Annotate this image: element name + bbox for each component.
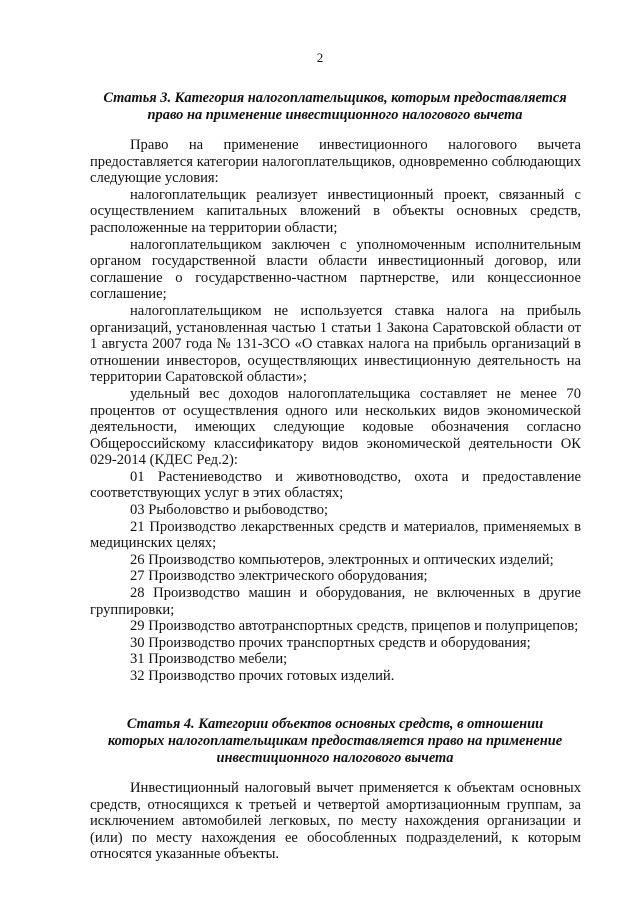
article-3-heading (90, 90, 580, 124)
paragraph: налогоплательщиком заключен с уполномоченным исполнительным органом государственной власти области инвестиционный договор, или соглашение о государственно-частном партнерстве, или концессионное соглашение; (90, 236, 581, 303)
list-item: 30 Производство прочих транспортных средств и оборудования; (130, 634, 531, 651)
heading-line: право на применение инвестиционного налогового вычета (147, 107, 523, 123)
paragraph: налогоплательщик реализует инвестиционный проект, связанный с осуществлением капитальных вложений в объекты основных средств, расположенные на территории области; (90, 186, 581, 236)
paragraph: Право на применение инвестиционного налогового вычета предоставляется категории налогоплательщиков, одновременно соблюдающих следующие условия: (90, 137, 581, 187)
paragraph: удельный вес доходов налогоплательщика составляет не менее 70 процентов от осуществления одного или нескольких видов экономической деятельности, имеющих следующие кодовые обозначения согласно Общероссийскому классификатору видов экономической деятельности ОК 029-2014 (КДЕС Ред.2): (90, 385, 581, 469)
article-3-body (90, 137, 581, 685)
heading-line: Статья 4. Категории объектов основных средств, в отношении (126, 716, 544, 732)
list-item: 21 Производство лекарственных средств и материалов, применяемых в медицинских целях; (90, 518, 581, 552)
list-item: 29 Производство автотранспортных средств, прицепов и полуприцепов; (130, 618, 579, 635)
paragraph: налогоплательщиком не используется ставка налога на прибыль организаций, установленная частью 1 статьи 1 Закона Саратовской области от 1 августа 2007 года № 131-ЗСО «О ставках налога на прибыль организаций в отношении инвесторов, осуществляющих инвестиционную деятельность на территории Саратовской области»; (90, 302, 581, 386)
list-item: 27 Производство электрического оборудования; (130, 568, 428, 585)
paragraph: Инвестиционный налоговый вычет применяется к объектам основных средств, относящихся к третьей и четвертой амортизационным группам, за исключением автомобилей легковых, по месту нахождения организации и (или) по месту нахождения ее обособленных подразделений, к которым относятся указанные объекты. (90, 780, 581, 863)
heading-line: инвестиционного налогового вычета (216, 750, 454, 766)
heading-line: Статья 3. Категория налогоплательщиков, которым предоставляется (103, 90, 567, 106)
list-item: 26 Производство компьютеров, электронных и оптических изделий; (130, 551, 554, 568)
list-item: 32 Производство прочих готовых изделий. (130, 668, 395, 684)
list-item: 31 Производство мебели; (130, 651, 288, 668)
page-number: 2 (316, 50, 324, 65)
list-item: 28 Производство машин и оборудования, не включенных в другие группировки; (90, 585, 581, 618)
list-item: 01 Растениеводство и животноводство, охота и предоставление соответствующих услуг в этих областях; (90, 468, 581, 502)
list-item: 03 Рыболовство и рыбоводство; (130, 502, 329, 519)
heading-line: которых налогоплательщикам предоставляется право на применение (107, 733, 563, 749)
article-4-body (90, 780, 581, 863)
article-4-heading (90, 716, 580, 767)
